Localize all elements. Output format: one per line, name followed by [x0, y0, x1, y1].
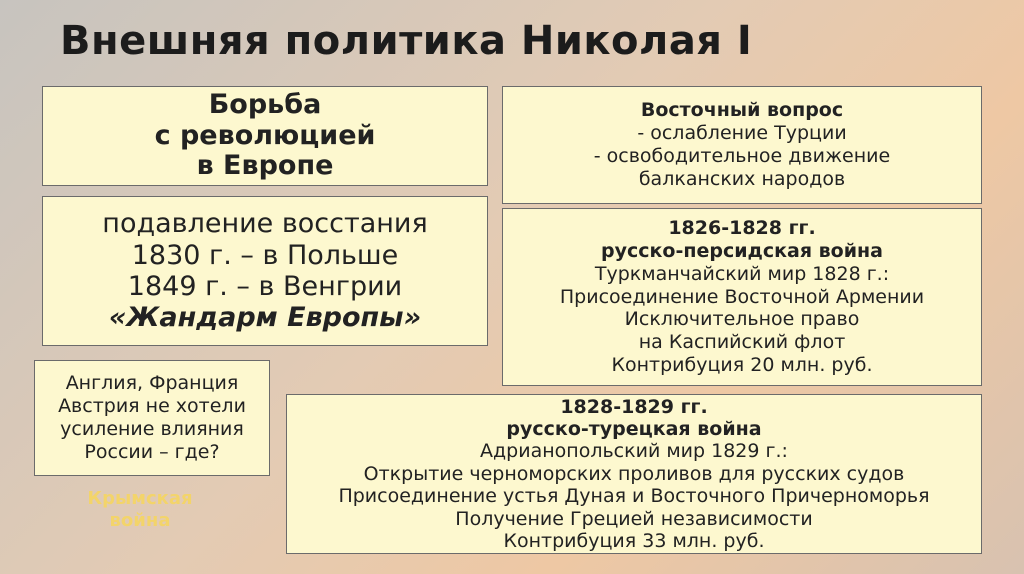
powers-line-4: России – где?: [84, 440, 220, 463]
struggle-line-1: Борьба: [208, 88, 322, 120]
crimean-line-2: война: [109, 509, 171, 531]
turkish-war-result-2: Присоединение устья Дуная и Восточного Причерноморья: [338, 485, 930, 508]
suppression-box: [42, 196, 488, 346]
suppression-line-3: 1849 г. – в Венгрии: [127, 271, 403, 302]
eastern-question-line-2: - освободительное движение: [593, 145, 891, 167]
persian-war-name: русско-персидская война: [600, 240, 883, 262]
turkish-war-years: 1828-1829 гг.: [560, 395, 708, 418]
crimean-war-answer: [70, 488, 210, 531]
suppression-line-1: подавление восстания: [102, 208, 428, 240]
page-title: Внешняя политика Николая I: [60, 18, 753, 64]
struggle-line-2: с революцией: [154, 119, 376, 151]
persian-war-result-2: Исключительное право: [624, 308, 860, 331]
struggle-revolution-box: [42, 86, 488, 186]
turkish-war-result-3: Получение Грецией независимости: [455, 507, 813, 530]
persian-war-result-3: на Каспийский флот: [638, 331, 846, 354]
eastern-question-line-1: - ослабление Турции: [637, 122, 847, 145]
powers-line-3: усиление влияния: [60, 418, 244, 440]
eastern-question-heading: Восточный вопрос: [640, 99, 844, 122]
european-powers-box: [34, 360, 270, 476]
persian-war-result-4: Контрибуция 20 млн. руб.: [611, 353, 873, 376]
suppression-line-2: 1830 г. – в Польше: [131, 239, 399, 271]
powers-line-2: Австрия не хотели: [58, 395, 246, 418]
turkish-war-name: русско-турецкая война: [506, 417, 762, 440]
persian-war-treaty: Туркманчайский мир 1828 г.:: [594, 262, 890, 285]
eastern-question-line-3: балканских народов: [638, 167, 846, 190]
russo-turkish-war-box: [286, 394, 982, 554]
crimean-line-1: Крымская: [87, 488, 193, 509]
turkish-war-treaty: Адрианопольский мир 1829 г.:: [480, 440, 788, 463]
persian-war-years: 1826-1828 гг.: [668, 217, 816, 240]
eastern-question-box: [502, 86, 982, 204]
turkish-war-result-4: Контрибуция 33 млн. руб.: [503, 530, 765, 553]
persian-war-result-1: Присоединение Восточной Армении: [559, 285, 925, 308]
gendarme-of-europe: «Жандарм Европы»: [108, 302, 422, 334]
powers-line-1: Англия, Франция: [65, 372, 239, 395]
turkish-war-result-1: Открытие черноморских проливов для русских судов: [363, 462, 905, 485]
struggle-line-3: в Европе: [196, 150, 334, 182]
russo-persian-war-box: [502, 208, 982, 386]
